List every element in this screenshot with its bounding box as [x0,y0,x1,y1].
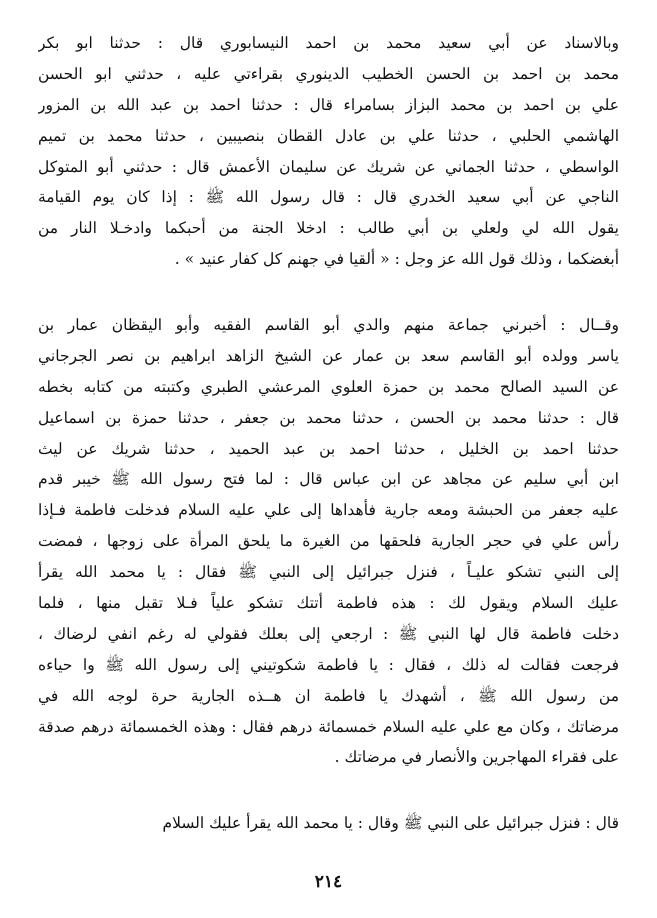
text-line: إلى النبي تشكو عليـاً ، فنزل جبرائيل إلى النبي ﷺ فقال : يا محمد الله يقرأ [38,563,619,582]
text-line: قال : فنزل جبرائيل على النبي ﷺ وقال : يا محمد الله يقرأ عليك السلام [162,814,619,832]
page-number: ٢١٤ [314,872,343,892]
paragraph-2 [38,310,619,773]
text-line: رأس علي في حجر الجارية فلحقها من الغيرة ما يلحق المرأة على زوجها ، فمضت [38,532,619,551]
text-line: علي بن احمد بن محمد البزاز بسامراء قال : حدثنا احمد بن عبد الله بن المزور [38,95,619,114]
paragraph-3 [38,808,619,839]
text-line: الواسطي ، حدثنا الجماني عن شريك عن سليمان الأعمش قال : حدثني أبو المتوكل [38,157,619,176]
text-line: على فقراء المهاجرين والأنصار في مرضاتك . [334,748,619,767]
text-line: دخلت فاطمة قال لها النبي ﷺ : ارجعي إلى بعلك فقولي له رغم انفي لرضاك ، [38,624,619,643]
text-line: أبغضكما ، وذلك قول الله عز وجل : « ألقيا في جهنم كل كفار عنيد » . [174,250,619,269]
text-line: عليك السلام ويقول لك : هذه فاطمة أتتك تشكو علياً فـلا تقبل منها ، فلما [38,594,619,613]
text-line: ياسر وولده أبو القاسم سعد بن عمار عن الشيخ الزاهد ابراهيم بن نصر الجرجاني [38,346,619,365]
text-line: مرضاتك ، وكان مع علي عليه السلام خمسمائة درهم فقال : وهذه الخمسمائة درهم صدقة [38,717,619,736]
text-line: ابن أبي سليم عن مجاهد عن ابن عباس قال : لما فتح رسول الله ﷺ خيبر قدم [38,470,619,489]
paragraph-1 [38,28,619,275]
text-line: يقول الله لي ولعلي بن أبي طالب : ادخلا الجنة من أحبكما وادخـلا النار من [38,219,619,238]
text-line: فرجعت فقالت له ذلك ، فقال : يا فاطمة شكوتيني إلى رسول الله ﷺ وا حياءه [38,655,619,674]
text-line: وقــال : أخبرني جماعة منهم والدي أبو القاسم الفقيه وأبو اليقظان عمار بن [38,316,619,334]
text-line: من رسول الله ﷺ ، أشهدك يا فاطمة ان هــذه الجارية حرة لوجه الله في [38,686,619,705]
text-line: حدثنا احمد بن الخليل ، حدثنا احمد بن عبد الحميد ، حدثنا شريك عن ليث [38,439,619,458]
text-line: الناجي عن أبي سعيد الخدري قال : قال رسول الله ﷺ : إذا كان يوم القيامة [38,188,619,207]
text-line: عن السيد الصالح محمد بن حمزة العلوي المرعشي الطبري وكتبته من كتابه بخطه [38,377,619,396]
text-line: محمد بن احمد بن الحسن الخطيب الدينوري بقراءتي عليه ، حدثني ابو الحسن [38,64,619,83]
text-line: عليه جعفر من الحبشة ومعه جارية فأهداها إلى علي عليه السلام فدخلت فاطمة فـإذا [38,501,619,520]
text-line: الهاشمي الحلبي ، حدثنا علي بن عادل القطان بنصيبين ، حدثنا محمد بن تميم [38,126,619,145]
text-line: وبالاسناد عن أبي سعيد محمد بن احمد النيسابوري قال : حدثنا ابو بكر [38,34,619,52]
text-line: قال : حدثنا محمد بن الحسن ، حدثنا محمد بن جعفر ، حدثنا حمزة بن اسماعيل [38,408,619,427]
